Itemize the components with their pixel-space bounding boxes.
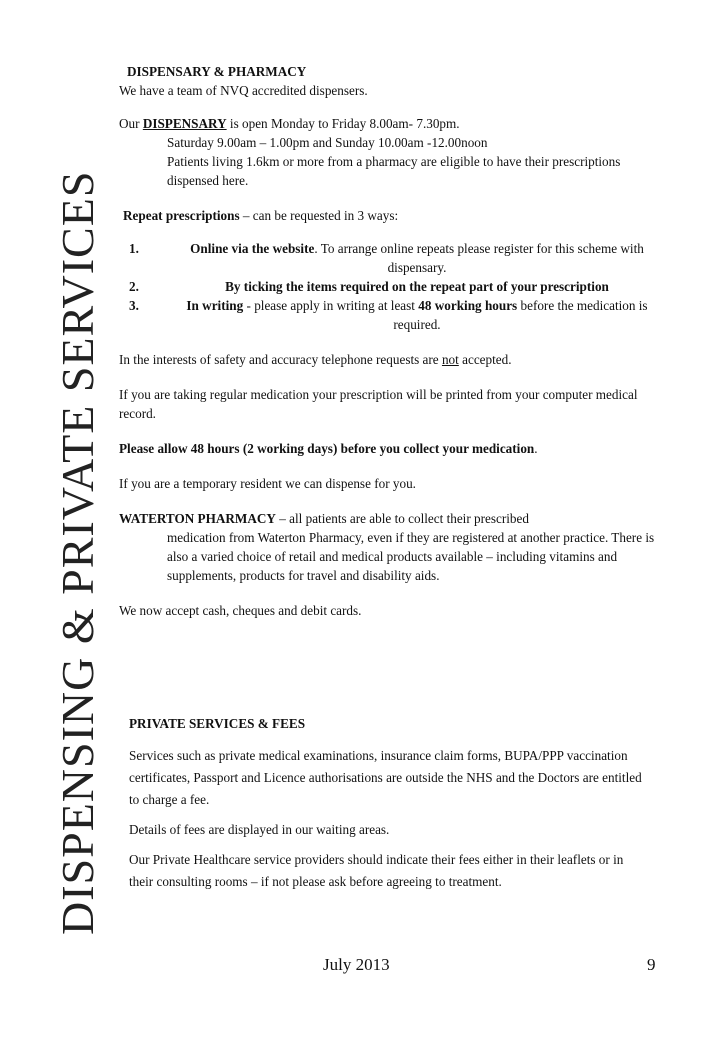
list-number: 2. <box>129 279 139 294</box>
temporary-resident-note: If you are a temporary resident we can dispense for you. <box>119 476 416 491</box>
opening-suffix: is open Monday to Friday 8.00am- 7.30pm. <box>226 116 460 131</box>
dispensary-intro: We have a team of NVQ accredited dispensers. <box>119 83 368 98</box>
list-item <box>119 277 659 296</box>
method-detail: - please apply in writing at least <box>243 298 419 313</box>
list-item <box>119 239 659 277</box>
safety-note <box>119 350 659 369</box>
collection-notice-bold: Please allow 48 hours (2 working days) before you collect your medication <box>119 441 535 456</box>
page-number: 9 <box>647 955 656 974</box>
list-item <box>119 296 659 334</box>
repeat-prescriptions-label: Repeat prescriptions <box>123 208 240 223</box>
method-title: In writing <box>186 298 244 313</box>
safety-prefix: In the interests of safety and accuracy telephone requests are <box>119 352 442 367</box>
side-section-title: DISPENSING & PRIVATE SERVICES <box>52 170 103 935</box>
providers-note: Our Private Healthcare service providers should indicate their fees either in their leaflets or in their consulting rooms – if not please ask before agreeing to treatment. <box>129 852 624 889</box>
dispensary-section <box>119 62 659 620</box>
method-emphasis: 48 working hours <box>418 298 518 313</box>
waterton-pharmacy-first: – all patients are able to collect their prescribed <box>275 511 529 526</box>
repeat-prescriptions-intro <box>123 206 659 225</box>
safety-emphasis: not <box>441 352 459 367</box>
waterton-pharmacy-details: medication from Waterton Pharmacy, even if they are registered at another practice. There is also a varied choice of retail and medical products available – including vitamins and supplements, products for travel and disability aids. <box>167 530 655 583</box>
dispensary-heading: DISPENSARY & PHARMACY <box>127 64 307 79</box>
repeat-methods-list <box>119 239 659 334</box>
fees-display-note: Details of fees are displayed in our waiting areas. <box>129 822 390 837</box>
waterton-pharmacy-intro <box>119 509 659 528</box>
private-services-text: Services such as private medical examinations, insurance claim forms, BUPA/PPP vaccination certificates, Passport and Licence authorisations are outside the NHS and the Doctors are entitled to charge a fee. <box>129 748 642 807</box>
method-title: Online via the website <box>190 241 315 256</box>
safety-suffix: accepted. <box>458 352 512 367</box>
method-detail: . To arrange online repeats please register for this scheme with dispensary. <box>314 241 644 275</box>
collection-notice-end: . <box>534 441 538 456</box>
collection-notice <box>119 439 659 458</box>
private-services-heading: PRIVATE SERVICES & FEES <box>129 716 306 731</box>
payment-note: We now accept cash, cheques and debit cards. <box>119 603 362 618</box>
eligibility-note: Patients living 1.6km or more from a pharmacy are eligible to have their prescriptions dispensed here. <box>167 154 621 188</box>
private-services-section <box>129 713 649 901</box>
opening-prefix: Our <box>119 116 143 131</box>
footer-date: July 2013 <box>323 955 390 974</box>
method-detail-end: before the medication is required. <box>393 298 648 332</box>
method-title: By ticking the items required on the repeat part of your prescription <box>225 279 609 294</box>
list-number: 1. <box>129 241 139 256</box>
weekend-hours: Saturday 9.00am – 1.00pm and Sunday 10.00am -12.00noon <box>167 135 488 150</box>
dispensary-opening-hours <box>119 114 659 133</box>
dispensary-emphasis: DISPENSARY <box>142 116 227 131</box>
repeat-prescriptions-text: – can be requested in 3 ways: <box>239 208 399 223</box>
regular-medication-note: If you are taking regular medication your prescription will be printed from your computer medical record. <box>119 387 638 421</box>
list-number: 3. <box>129 298 139 313</box>
waterton-pharmacy-name: WATERTON PHARMACY <box>119 511 276 526</box>
